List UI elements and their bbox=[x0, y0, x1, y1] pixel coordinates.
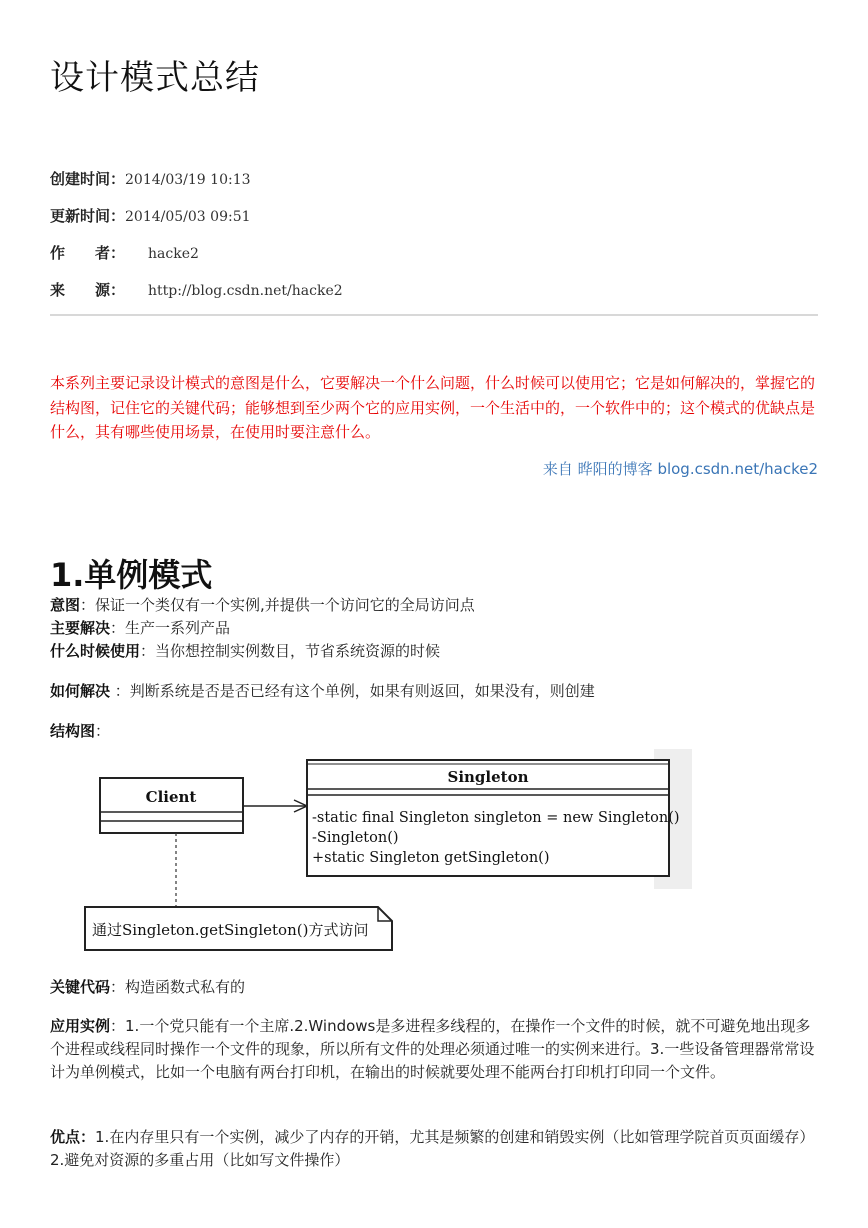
singleton-class-box bbox=[307, 760, 680, 876]
intent-text: ：保证一个类仅有一个实例,并提供一个访问它的全局访问点 bbox=[80, 596, 475, 614]
meta-created-value: 2014/03/19 10:13 bbox=[125, 172, 251, 188]
client-class-box bbox=[100, 778, 243, 833]
note-text: 通过Singleton.getSingleton()方式访问 bbox=[92, 921, 369, 939]
intent-line bbox=[50, 594, 475, 615]
examples-label: 应用实例 bbox=[50, 1017, 111, 1035]
meta-updated-value: 2014/05/03 09:51 bbox=[125, 209, 251, 225]
meta-updated bbox=[50, 205, 251, 226]
singleton-member-constructor: -Singleton() bbox=[312, 830, 399, 846]
when-label: 什么时候使用 bbox=[50, 642, 141, 660]
meta-author-label: 作 者： bbox=[50, 244, 126, 262]
series-intro: 本系列主要记录设计模式的意图是什么，它要解决一个什么问题，什么时候可以使用它；它是如何解决的，掌握它的结构图，记住它的关键代码；能够想到至少两个它的应用实例，一个生活中的，一个软件中的；这个模式的优缺点是什么，其有哪些使用场景，在使用时要注意什么。 bbox=[50, 374, 816, 441]
meta-created-label: 创建时间： bbox=[50, 170, 126, 188]
header-divider bbox=[50, 314, 818, 316]
solves-label: 主要解决 bbox=[50, 619, 111, 637]
client-class-name: Client bbox=[145, 788, 197, 806]
when-text: ：当你想控制实例数目，节省系统资源的时候 bbox=[140, 642, 441, 660]
singleton-member-getter: +static Singleton getSingleton() bbox=[312, 850, 550, 866]
meta-source-label: 来 源： bbox=[50, 281, 126, 299]
meta-source-value: http://blog.csdn.net/hacke2 bbox=[148, 283, 343, 299]
meta-source bbox=[50, 279, 343, 300]
singleton-member-field: -static final Singleton singleton = new Singleton() bbox=[312, 810, 680, 826]
structure-colon: ： bbox=[95, 722, 111, 740]
uml-note bbox=[85, 907, 392, 950]
solves-line bbox=[50, 617, 230, 638]
how-line bbox=[50, 680, 595, 701]
key-code-label: 关键代码 bbox=[50, 978, 111, 996]
singleton-class-name: Singleton bbox=[447, 768, 529, 786]
meta-updated-label: 更新时间： bbox=[50, 207, 126, 225]
section-heading: 1.单例模式 bbox=[50, 556, 213, 594]
meta-author bbox=[50, 242, 199, 263]
pros-paragraph bbox=[50, 1126, 822, 1172]
structure-label: 结构图 bbox=[50, 722, 96, 740]
intent-label: 意图 bbox=[50, 596, 81, 614]
pros-label: 优点： bbox=[50, 1128, 96, 1146]
examples-paragraph bbox=[50, 1015, 822, 1084]
examples-text: ：1.一个党只能有一个主席.2.Windows是多进程多线程的，在操作一个文件的时候，就不可避免地出现多个进程或线程同时操作一个文件的现象，所以所有文件的处理必须通过唯一的实例来进行。3.一些设备管理器常常设计为单例模式，比如一个电脑有两台打印机，在输出的时候就要处理不能两台打印机打印同一个文件。 bbox=[50, 1017, 815, 1081]
how-label: 如何解决 bbox=[50, 682, 111, 700]
structure-line bbox=[50, 720, 110, 741]
pros-text: 1.在内存里只有一个实例，减少了内存的开销，尤其是频繁的创建和销毁实例（比如管理学院首页页面缓存） 2.避免对资源的多重占用（比如写文件操作） bbox=[50, 1128, 815, 1169]
when-line bbox=[50, 640, 440, 661]
key-code-text: ：构造函数式私有的 bbox=[110, 978, 246, 996]
singleton-uml-diagram bbox=[80, 749, 692, 959]
blog-credit-link[interactable]: 来自 晔阳的博客 blog.csdn.net/hacke2 bbox=[542, 460, 818, 478]
how-text: ：判断系统是否是否已经有这个单例，如果有则返回，如果没有，则创建 bbox=[110, 682, 595, 700]
key-code-line bbox=[50, 976, 245, 997]
solves-text: ：生产一系列产品 bbox=[110, 619, 231, 637]
document-title: 设计模式总结 bbox=[50, 58, 260, 98]
meta-created bbox=[50, 168, 251, 189]
meta-author-value: hacke2 bbox=[148, 246, 199, 262]
